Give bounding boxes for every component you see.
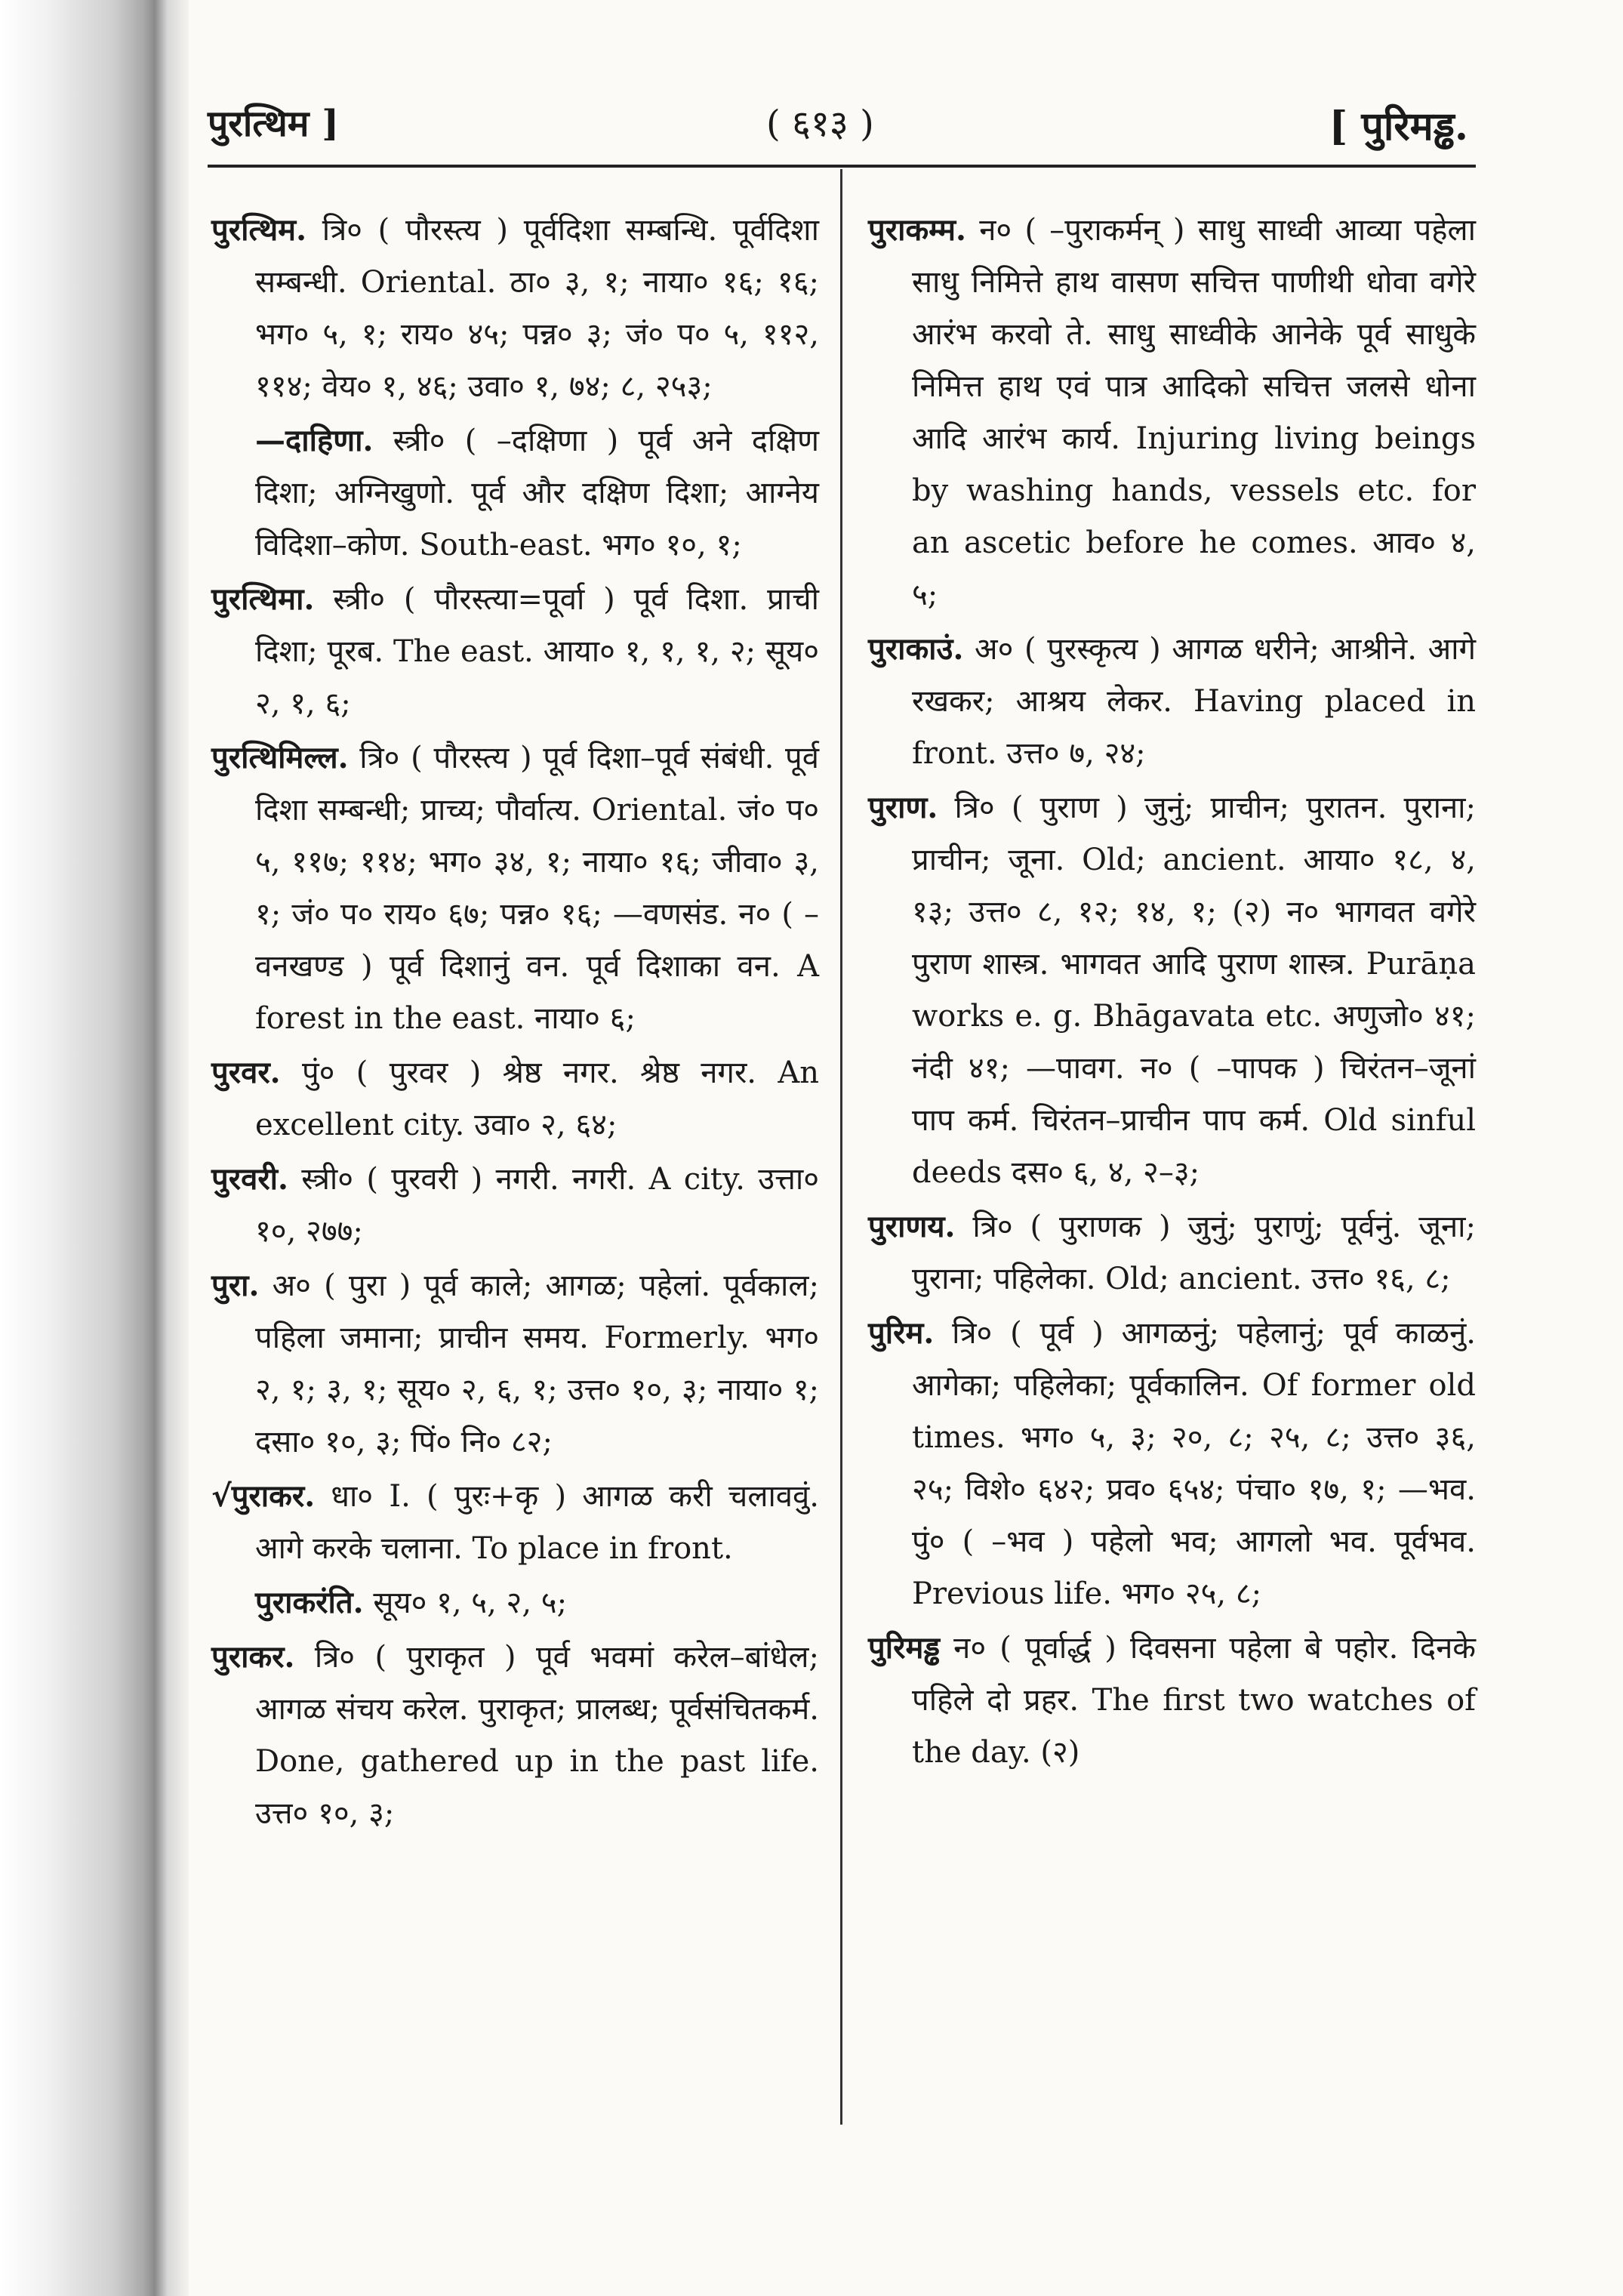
dictionary-entry — [868, 1200, 1476, 1305]
entry-headword: पुराकम्म. — [868, 212, 966, 248]
running-header — [200, 83, 1483, 166]
dictionary-entry — [868, 623, 1476, 780]
entry-headword: पुराकरंति. — [255, 1585, 364, 1620]
entry-headword: पुराकाउं. — [868, 631, 964, 667]
entry-headword: पुरवर. — [211, 1055, 281, 1090]
dictionary-entry — [211, 1470, 819, 1575]
entry-headword: पुरत्थिम. — [211, 212, 307, 248]
entry-definition: त्रि० ( पुराकृत ) पूर्व भवमां करेल–बांधेल; आगळ संचय करेल. पुराकृत; प्रालब्ध; पूर्वसंचितकर्म. Done, gathered up in the past life. उत्त० १०, ३; — [255, 1640, 819, 1831]
entry-definition: न० ( पूर्वार्द्ध ) दिवसना पहेला बे पहोर. दिनके पहिले दो प्रहर. The first two watches of the day. (२) — [912, 1631, 1476, 1770]
book-binding-shadow — [0, 0, 189, 2296]
dictionary-subentry — [211, 1576, 819, 1629]
right-column — [868, 204, 1476, 1780]
dictionary-page — [200, 68, 1483, 2235]
entry-headword: पुरिम. — [868, 1315, 935, 1351]
entry-headword: —दाहिणा. — [255, 423, 374, 458]
entry-headword: पुराण. — [868, 790, 938, 825]
dictionary-entry — [211, 1631, 819, 1840]
column-divider — [840, 169, 842, 2125]
dictionary-entry — [211, 573, 819, 730]
entry-headword: पुराकर. — [231, 1478, 316, 1514]
dictionary-entry — [211, 1046, 819, 1151]
entry-headword: पुरत्थिमा. — [211, 581, 315, 617]
header-right-guideword: [ पुरिमड्ढ. — [1329, 103, 1468, 149]
dictionary-entry — [211, 204, 819, 413]
entry-definition: त्रि० ( पुराण ) जुनुं; प्राचीन; पुरातन. पुराना; प्राचीन; जूना. Old; ancient. आया० १८, ४, १३; उत्त० ८, १२; १४, १; (२) न० भागवत वगेरे पुराण शास्त्र. भागवत आदि पुराण शास्त्र. Purāṇa works e. g. Bhāgavata etc. अणुजो० ४१; नंदी ४१; —पावग. न० ( –पापक ) चिरंतन–जूनां पाप कर्म. चिरंतन–प्राचीन पाप कर्म. Old sinful deeds दस० ६, ४, २–३; — [912, 791, 1476, 1190]
dictionary-entry — [868, 204, 1476, 621]
entry-headword: पुरा. — [211, 1268, 260, 1303]
entry-headword: पुराकर. — [211, 1639, 295, 1675]
dictionary-entry — [868, 781, 1476, 1199]
entry-headword: पुरिमड्ढ — [868, 1630, 941, 1666]
entry-definition: सूय० १, ५, २, ५; — [363, 1586, 568, 1620]
entry-headword: पुरत्थिमिल्ल. — [211, 740, 349, 775]
header-left-guideword: पुरत्थिम ] — [208, 103, 339, 145]
entry-definition: अ० ( पुरस्कृत्य ) आगळ धरीने; आश्रीने. आगे रखकर; आश्रय लेकर. Having placed in front. उत्त० ७, २४; — [912, 632, 1476, 771]
page-number: ( ६१३ ) — [766, 103, 874, 145]
entry-definition: त्रि० ( पौरस्त्य ) पूर्व दिशा–पूर्व संबंधी. पूर्व दिशा सम्बन्धी; प्राच्य; पौर्वात्य. Oriental. जं० प० ५, ११७; ११४; भग० ३४, १; नाया० १६; जीवा० ३, १; जं० प० राय० ६७; पन्न० १६; —वणसंड. न० ( –वनखण्ड ) पूर्व दिशानुं वन. पूर्व दिशाका वन. A forest in the east. नाया० ६; — [255, 741, 819, 1036]
entry-definition: त्रि० ( पूर्व ) आगळनुं; पहेलानुं; पूर्व काळनुं. आगेका; पहिलेका; पूर्वकालिन. Of former old times. भग० ५, ३; २०, ८; २५, ८; उत्त० ३६, २५; विशे० ६४२; प्रव० ६५४; पंचा० १७, १; —भव. पुं० ( –भव ) पहेलो भव; आगलो भव. पूर्वभव. Previous life. भग० २५, ८; — [912, 1316, 1476, 1611]
entry-definition: पुं० ( पुरवर ) श्रेष्ठ नगर. श्रेष्ठ नगर. An excellent city. उवा० २, ६४; — [255, 1056, 819, 1142]
entry-definition: न० ( –पुराकर्मन् ) साधु साध्वी आव्या पहेला साधु निमित्ते हाथ वासण सचित्त पाणीथी धोवा वगेरे आरंभ करवो ते. साधु साध्वीके आनेके पूर्व साधुके निमित्त हाथ एवं पात्र आदिको सचित्त जलसे धोना आदि आरंभ कार्य. Injuring living beings by washing hands, vessels etc. for an ascetic before he comes. आव० ४, ५; — [912, 213, 1476, 612]
entry-definition: स्त्री० ( –दक्षिणा ) पूर्व अने दक्षिण दिशा; अग्निखुणो. पूर्व और दक्षिण दिशा; आग्नेय विदिशा–कोण. South-east. भग० १०, १; — [255, 424, 819, 562]
dictionary-entry — [211, 732, 819, 1045]
left-column — [211, 204, 819, 1841]
dictionary-entry — [211, 1153, 819, 1258]
dictionary-entry — [211, 1259, 819, 1469]
dictionary-entry — [868, 1307, 1476, 1620]
entry-definition: स्त्री० ( पौरस्त्या=पूर्वा ) पूर्व दिशा. प्राची दिशा; पूरब. The east. आया० १, १, १, २; सूय० २, १, ६; — [255, 582, 819, 721]
entry-headword: पुराणय. — [868, 1209, 956, 1244]
entry-definition: स्त्री० ( पुरवरी ) नगरी. नगरी. A city. उत्ता० १०, २७७; — [255, 1162, 819, 1249]
entry-definition: त्रि० ( पुराणक ) जुनुं; पुराणुं; पूर्वनुं. जूना; पुराना; पहिलेका. Old; ancient. उत्त० १६, ८; — [912, 1210, 1476, 1296]
entry-headword: पुरवरी. — [211, 1161, 288, 1197]
entry-definition: धा० I. ( पुरः+कृ ) आगळ करी चलाववुं. आगे करके चलाना. To place in front. — [255, 1479, 819, 1566]
entry-definition: त्रि० ( पौरस्त्य ) पूर्वदिशा सम्बन्धि. पूर्वदिशा सम्बन्धी. Oriental. ठा० ३, १; नाया० १६; १६; भग० ५, १; राय० ४५; पन्न० ३; जं० प० ५, ११२, ११४; वेय० १, ४६; उवा० १, ७४; ८, २५३; — [255, 213, 819, 404]
check-mark-icon: √ — [211, 1479, 232, 1514]
dictionary-entry — [868, 1622, 1476, 1779]
entry-definition: अ० ( पुरा ) पूर्व काले; आगळ; पहेलां. पूर्वकाल; पहिला जमाना; प्राचीन समय. Formerly. भग० २, १; ३, १; सूय० २, ६, १; उत्त० १०, ३; नाया० १; दसा० १०, ३; पिं० नि० ८२; — [255, 1268, 819, 1459]
header-rule — [208, 165, 1476, 168]
dictionary-subentry — [211, 415, 819, 572]
